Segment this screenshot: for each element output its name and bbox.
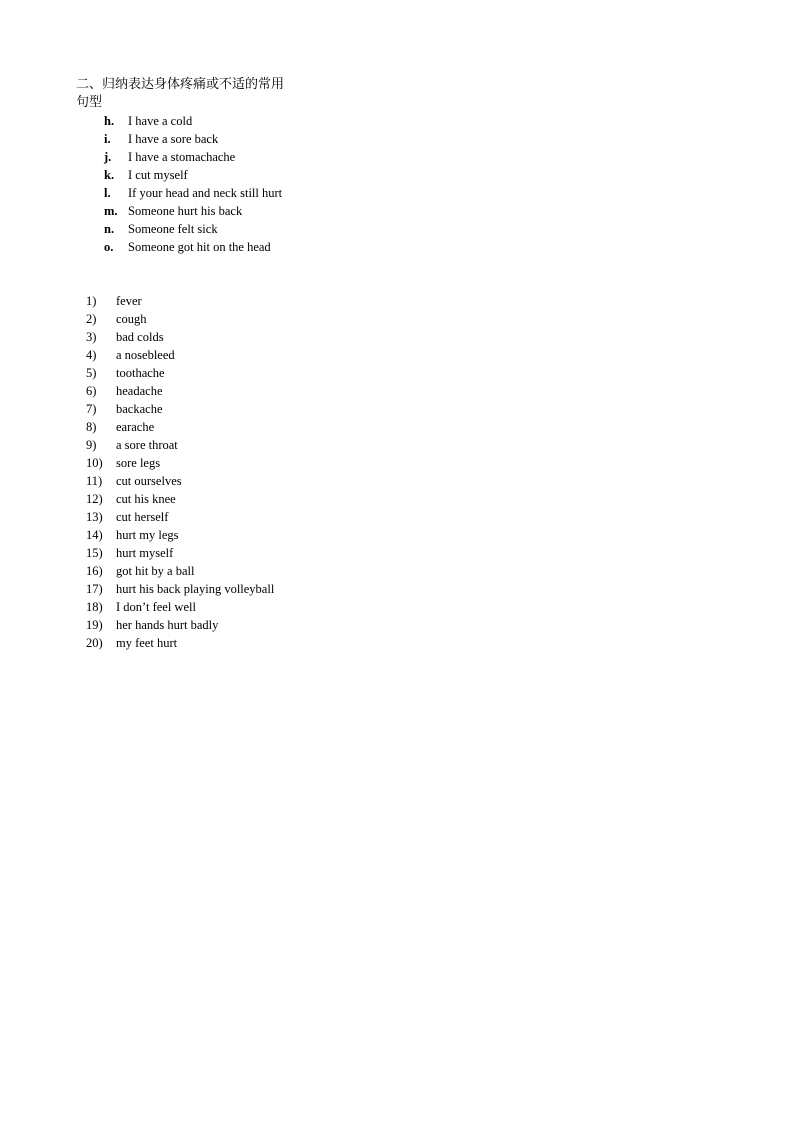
list-item	[86, 544, 284, 562]
list-item-text: headache	[116, 384, 163, 398]
list-marker: 9)	[86, 438, 97, 452]
list-marker: 11)	[86, 474, 103, 488]
list-marker: h.	[104, 114, 115, 128]
list-marker: m.	[104, 204, 118, 218]
list-item-text: hurt my legs	[116, 528, 179, 542]
list-item	[86, 310, 284, 328]
list-item	[86, 526, 284, 544]
list-item-text: earache	[116, 420, 155, 434]
lettered-list	[104, 112, 286, 256]
list-item-text: a nosebleed	[116, 348, 175, 362]
list-marker: 7)	[86, 402, 97, 416]
list-item	[86, 418, 284, 436]
list-item-text: If your head and neck still hurt	[128, 186, 283, 200]
list-marker: 13)	[86, 510, 103, 524]
list-marker: 5)	[86, 366, 97, 380]
list-item-text: I cut myself	[128, 168, 188, 182]
list-item	[104, 148, 286, 166]
list-marker: 12)	[86, 492, 103, 506]
list-item	[86, 472, 284, 490]
list-marker: 10)	[86, 456, 103, 470]
list-item	[86, 616, 284, 634]
list-item	[86, 490, 284, 508]
list-item-text: cut herself	[116, 510, 169, 524]
list-item	[104, 184, 286, 202]
list-item	[86, 400, 284, 418]
list-item-text: cough	[116, 312, 147, 326]
list-item-text: my feet hurt	[116, 636, 178, 650]
list-item	[86, 292, 284, 310]
list-item	[86, 508, 284, 526]
list-item	[104, 166, 286, 184]
list-marker: j.	[104, 150, 112, 164]
list-item-text: hurt myself	[116, 546, 174, 560]
list-item-text: I have a sore back	[128, 132, 219, 146]
list-marker: k.	[104, 168, 115, 182]
list-item-text: I have a cold	[128, 114, 193, 128]
list-marker: 15)	[86, 546, 103, 560]
list-marker: 17)	[86, 582, 103, 596]
list-item-text: backache	[116, 402, 163, 416]
section-heading: 二、归纳表达身体疼痛或不适的常用句型	[76, 77, 285, 110]
list-item	[86, 382, 284, 400]
list-item-text: bad colds	[116, 330, 164, 344]
list-item	[86, 598, 284, 616]
list-item	[86, 346, 284, 364]
list-marker: 6)	[86, 384, 97, 398]
list-item	[104, 220, 286, 238]
list-item	[104, 238, 286, 256]
list-marker: o.	[104, 240, 114, 254]
list-item-text: Someone got hit on the head	[128, 240, 271, 254]
list-marker: 8)	[86, 420, 97, 434]
list-item-text: I don’t feel well	[116, 600, 196, 614]
list-marker: 1)	[86, 294, 97, 308]
list-item-text: cut his knee	[116, 492, 176, 506]
list-item	[86, 364, 284, 382]
list-marker: 14)	[86, 528, 103, 542]
list-item-text: a sore throat	[116, 438, 178, 452]
list-item	[86, 634, 284, 652]
numbered-list	[86, 292, 284, 652]
list-item-text: fever	[116, 294, 142, 308]
list-item-text: cut ourselves	[116, 474, 182, 488]
list-item-text: Someone felt sick	[128, 222, 218, 236]
list-item	[104, 130, 286, 148]
list-item	[86, 328, 284, 346]
list-item	[104, 112, 286, 130]
list-item-text: I have a stomachache	[128, 150, 236, 164]
list-marker: 19)	[86, 618, 103, 632]
list-item	[86, 436, 284, 454]
list-item-text: toothache	[116, 366, 165, 380]
list-marker: i.	[104, 132, 111, 146]
list-marker: 3)	[86, 330, 97, 344]
list-marker: l.	[104, 186, 111, 200]
list-marker: 4)	[86, 348, 97, 362]
list-marker: 2)	[86, 312, 97, 326]
list-item-text: her hands hurt badly	[116, 618, 219, 632]
list-item-text: hurt his back playing volleyball	[116, 582, 275, 596]
list-item	[104, 202, 286, 220]
list-marker: 16)	[86, 564, 103, 578]
list-item	[86, 562, 284, 580]
list-marker: n.	[104, 222, 115, 236]
list-item-text: sore legs	[116, 456, 161, 470]
list-marker: 20)	[86, 636, 103, 650]
list-marker: 18)	[86, 600, 103, 614]
list-item	[86, 580, 284, 598]
list-item-text: Someone hurt his back	[128, 204, 243, 218]
list-item-text: got hit by a ball	[116, 564, 195, 578]
list-item	[86, 454, 284, 472]
